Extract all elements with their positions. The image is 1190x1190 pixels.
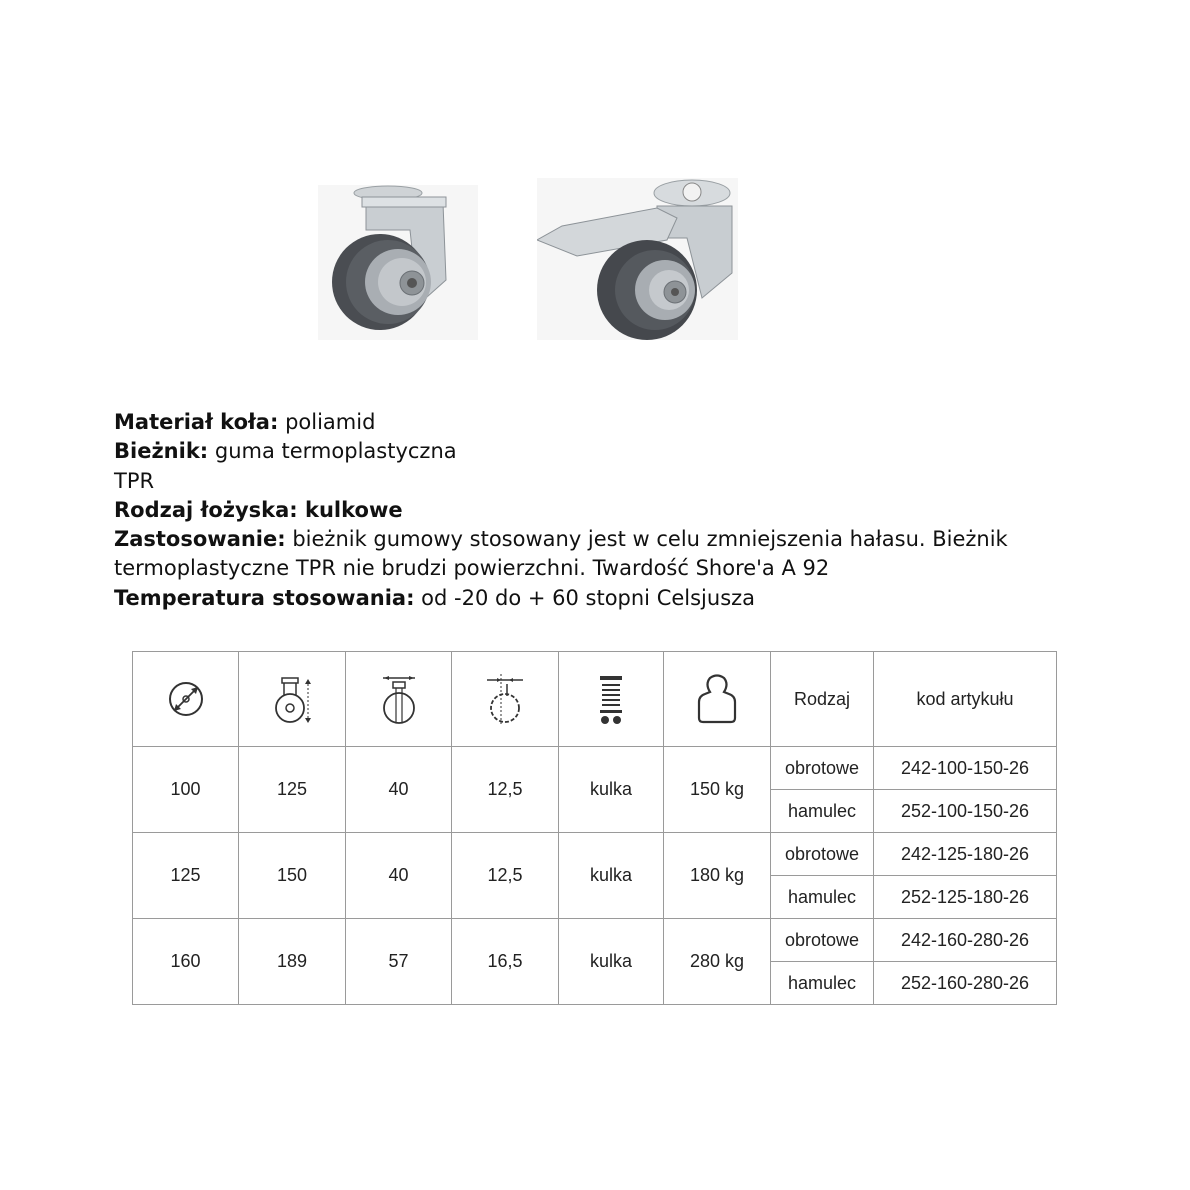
cell-height: 189: [239, 919, 346, 1005]
use-value-1: bieżnik gumowy stosowany jest w celu zmniejszenia hałasu. Bieżnik: [292, 527, 1008, 552]
header-load: [664, 652, 771, 747]
header-code: kod artykułu: [874, 652, 1057, 747]
cell-height: 125: [239, 747, 346, 833]
cell-offset: 16,5: [452, 919, 559, 1005]
wheel-width-icon: [375, 670, 423, 728]
spec-text: [114, 408, 1014, 613]
tread-value: guma termoplastyczna: [214, 439, 457, 464]
cell-load: 150 kg: [664, 747, 771, 833]
table-row: [133, 747, 1057, 790]
use-label: Zastosowanie:: [114, 527, 286, 552]
temp-line: [114, 584, 1014, 613]
swivel-castor-photo: [318, 185, 478, 340]
bearing-type-icon: [587, 670, 635, 728]
wheel-diameter-icon: [162, 670, 210, 728]
cell-type: hamulec: [771, 876, 874, 919]
cell-offset: 12,5: [452, 833, 559, 919]
header-diameter: [133, 652, 239, 747]
cell-bearing: kulka: [559, 833, 664, 919]
bearing-line: [114, 496, 1014, 525]
cell-code: 252-125-180-26: [874, 876, 1057, 919]
tread-label: Bieżnik:: [114, 439, 209, 464]
cell-diameter: 125: [133, 833, 239, 919]
header-height: [239, 652, 346, 747]
temp-value: od -20 do + 60 stopni Celsjusza: [421, 585, 756, 610]
table-row: [133, 919, 1057, 962]
cell-diameter: 160: [133, 919, 239, 1005]
cell-width: 40: [346, 747, 452, 833]
cell-offset: 12,5: [452, 747, 559, 833]
cell-code: 242-160-280-26: [874, 919, 1057, 962]
material-label: Materiał koła:: [114, 410, 279, 434]
total-height-icon: [268, 670, 316, 728]
cell-width: 57: [346, 919, 452, 1005]
tread-line: [114, 437, 1014, 466]
use-line: [114, 525, 1014, 554]
header-offset: [452, 652, 559, 747]
cell-type: obrotowe: [771, 919, 874, 962]
cell-code: 252-100-150-26: [874, 790, 1057, 833]
cell-load: 280 kg: [664, 919, 771, 1005]
cell-width: 40: [346, 833, 452, 919]
cell-code: 242-100-150-26: [874, 747, 1057, 790]
spec-table: [132, 651, 1057, 1005]
header-width: [346, 652, 452, 747]
header-type: Rodzaj: [771, 652, 874, 747]
cell-load: 180 kg: [664, 833, 771, 919]
material-value: poliamid: [285, 410, 376, 434]
tread-value-2: TPR: [114, 468, 155, 493]
cell-type: obrotowe: [771, 833, 874, 876]
table-header-row: [133, 652, 1057, 747]
cell-bearing: kulka: [559, 747, 664, 833]
cell-code: 252-160-280-26: [874, 962, 1057, 1005]
brake-castor-photo: [537, 178, 738, 340]
cell-code: 242-125-180-26: [874, 833, 1057, 876]
load-capacity-icon: [693, 670, 741, 728]
cell-diameter: 100: [133, 747, 239, 833]
cell-bearing: kulka: [559, 919, 664, 1005]
use-value-2: termoplastyczne TPR nie brudzi powierzchni. Twardość Shore'a A 92: [114, 556, 830, 581]
cell-type: obrotowe: [771, 747, 874, 790]
cell-type: hamulec: [771, 962, 874, 1005]
offset-icon: [481, 670, 529, 728]
cell-height: 150: [239, 833, 346, 919]
cell-type: hamulec: [771, 790, 874, 833]
header-bearing: [559, 652, 664, 747]
temp-label: Temperatura stosowania:: [114, 585, 415, 610]
table-row: [133, 833, 1057, 876]
bearing-label: Rodzaj łożyska: kulkowe: [114, 497, 403, 522]
material-line: [114, 408, 1014, 437]
